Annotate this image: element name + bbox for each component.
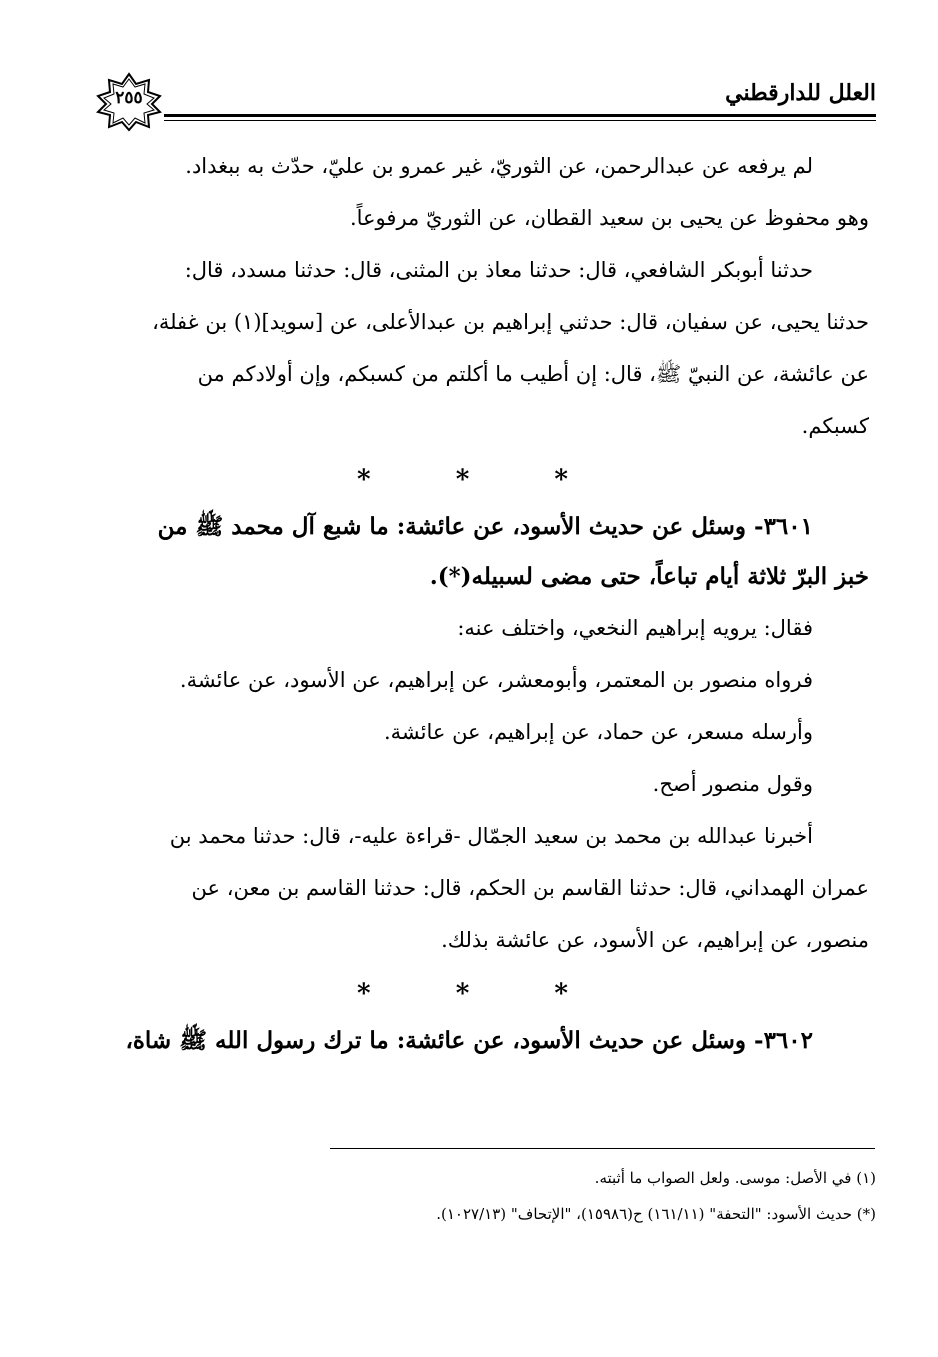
text-line: حدثنا يحيى، عن سفيان، قال: حدثني إبراهيم بن عبدالأعلى، عن [سويد](١) بن غفلة، [152, 310, 869, 334]
header-rule-thick [164, 114, 876, 117]
text-line: لم يرفعه عن عبدالرحمن، عن الثوريّ، غير عمرو بن عليّ، حدّث به ببغداد. [185, 154, 813, 178]
main-text [94, 140, 869, 1066]
footnote: (*) حديث الأسود: "التحفة" (١٦١/١١) ح(١٥٩٨٦)، "الإتحاف" (١٠٢٧/١٣). [436, 1205, 876, 1223]
text-line: وقول منصور أصح. [652, 772, 813, 796]
text-line: عن عائشة، عن النبيّ ﷺ، قال: إن أطيب ما أكلتم من كسبكم، وإن أولادكم من [197, 362, 869, 386]
text-line: فرواه منصور بن المعتمر، وأبومعشر، عن إبراهيم، عن الأسود، عن عائشة. [179, 668, 813, 692]
footnote-rule [330, 1148, 875, 1149]
footnotes [94, 1160, 876, 1232]
page-number: ٢٥٥ [115, 88, 143, 108]
text-line: وهو محفوظ عن يحيى بن سعيد القطان، عن الثوريّ مرفوعاً. [349, 206, 869, 230]
text-line: وأرسله مسعر، عن حماد، عن إبراهيم، عن عائشة. [383, 720, 813, 744]
running-title: العلل للدارقطني [725, 80, 876, 106]
text-line: عمران الهمداني، قال: حدثنا القاسم بن الحكم، قال: حدثنا القاسم بن معن، عن [191, 876, 869, 900]
text-line: فقال: يرويه إبراهيم النخعي، واختلف عنه: [457, 616, 813, 640]
page-number-badge [94, 72, 164, 132]
text-line: منصور، عن إبراهيم، عن الأسود، عن عائشة بذلك. [441, 928, 869, 952]
footnote: (١) في الأصل: موسى. ولعل الصواب ما أثبته. [594, 1169, 876, 1187]
text-line: كسبكم. [801, 414, 869, 438]
header-rule-thin [164, 120, 876, 121]
text-line: حدثنا أبوبكر الشافعي، قال: حدثنا معاذ بن المثنى، قال: حدثنا مسدد، قال: [184, 258, 813, 282]
section-separator: * * * [357, 979, 606, 1009]
question-3601-heading-cont: خبز البرّ ثلاثة أيام تباعاً، حتى مضى لسبيله(*). [429, 563, 869, 590]
page-header [94, 72, 876, 132]
section-separator: * * * [357, 465, 606, 495]
question-3602-heading: ٣٦٠٢- وسئل عن حديث الأسود، عن عائشة: ما ترك رسول الله ﷺ شاة، [125, 1027, 813, 1054]
question-3601-heading: ٣٦٠١- وسئل عن حديث الأسود، عن عائشة: ما شبع آل محمد ﷺ من [157, 513, 813, 540]
text-line: أخبرنا عبدالله بن محمد بن سعيد الجمّال -قراءة عليه-، قال: حدثنا محمد بن [169, 824, 813, 848]
